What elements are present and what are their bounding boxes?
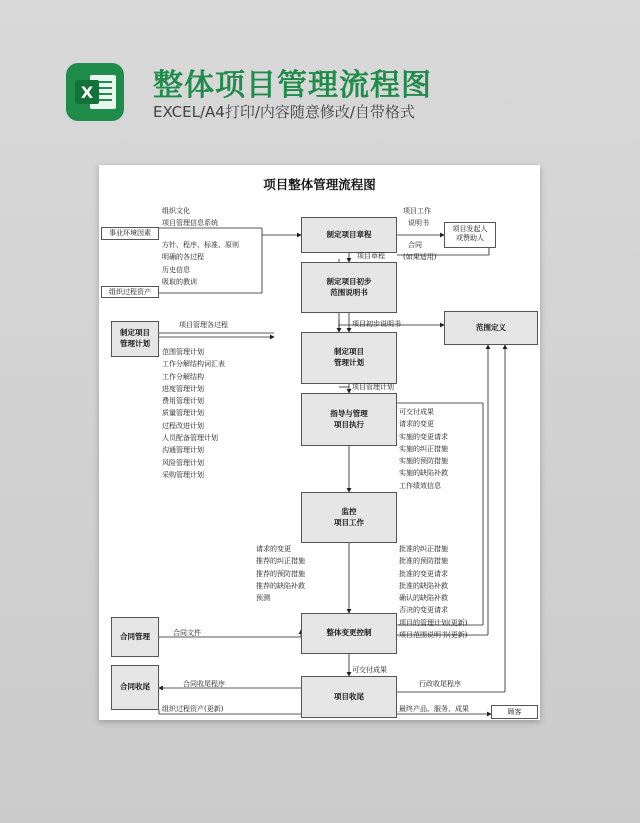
contract-label [403,239,436,264]
sponsor-box [444,222,496,248]
methods-line-4: 吸取的教训 [162,277,197,286]
change-output-item: 批准的变更请求 [399,569,448,578]
contract-close-box [111,665,159,710]
diagram-title: 项目整体管理流程图 [263,177,376,192]
left-plan-label-1: 制定项目 [120,328,150,338]
charter-box [301,217,397,253]
org-culture-label [162,205,218,230]
change-output-item: 批准的缺陷补救 [399,581,448,590]
prelim-scope-label-1: 制定项目初步 [326,276,372,286]
exec-output-item: 实施的变更请求 [399,432,448,441]
plan-item: 人员配备管理计划 [162,434,218,443]
sow-line-1: 项目工作 [403,207,431,215]
pm-plan-label-2: 管理计划 [334,358,364,367]
change-output-item: 确认的缺陷补救 [399,594,448,603]
exec-output-item: 工作绩效信息 [399,481,441,490]
methods-label [162,239,239,288]
change-control-label: 整体变更控制 [326,628,372,638]
sow-label [403,205,431,230]
sow-line-2: 说明书 [408,219,429,228]
exec-output-item: 请求的变更 [399,420,434,429]
close-box [301,676,397,718]
change-output-item: 否决的变更请求 [399,606,448,615]
contract-line-1: 合同 [408,241,422,249]
close-label: 项目收尾 [334,691,364,701]
page-subtitle: EXCEL/A4打印/内容随意修改/自带格式 [153,103,415,121]
change-output-item: 项目范围说明书(更新) [399,631,468,640]
exec-output-item: 实施的预防措施 [399,457,448,466]
exec-output-item: 实施的纠正措施 [399,444,448,453]
scope-def-box [444,311,538,345]
change-control-box [301,613,397,654]
monitor-output-item: 推荐的预防措施 [256,569,305,578]
env-factors-box [101,227,159,240]
plan-item: 费用管理计划 [162,397,204,406]
plan-item: 质量管理计划 [162,409,204,418]
left-plan-label-2: 管理计划 [120,339,150,348]
charter-label: 制定项目章程 [326,229,372,239]
plan-item: 工作分解结构 [162,372,204,381]
org-assets-label: 组织过程资产 [109,288,151,296]
excel-x-mark: X [75,80,99,104]
excel-logo-icon [66,63,124,121]
monitor-label-1: 监控 [341,506,357,516]
org-culture-line-1: 组织文化 [162,207,190,215]
customer-box [491,705,538,719]
deliverables-label: 可交付成果 [352,666,387,674]
plan-item: 采购管理计划 [162,470,204,479]
contract-mgmt-label: 合同管理 [120,631,150,641]
methods-line-3: 历史信息 [162,265,190,274]
contract-mgmt-box [111,617,159,657]
scope-def-label: 范围定义 [476,322,506,332]
admin-close-label: 行政收尾程序 [419,680,461,688]
contract-close-proc-label: 合同收尾程序 [183,680,225,688]
charter-out-label: 项目章程 [357,252,385,260]
change-outputs-list [399,543,467,641]
change-output-item: 项目的管理计划(更新) [399,618,468,627]
flowchart-paper [99,165,540,720]
prelim-out-label: 项目初步说明书 [352,320,401,328]
direct-label-1: 指导与管理 [330,408,368,418]
pm-plan-label-1: 制定项目 [334,347,364,357]
monitor-outputs-list [256,543,305,604]
page-title: 整体项目管理流程图 [153,68,432,103]
monitor-output-item: 推荐的纠正措施 [256,557,305,566]
exec-outputs-list [399,406,448,492]
process-label: 项目管理各过程 [179,321,228,329]
methods-line-2: 明确的各过程 [162,253,204,262]
prelim-scope-label-2: 范围说明书 [330,287,368,297]
exec-output-item: 实施的缺陷补救 [399,469,448,478]
plan-item: 进度管理计划 [162,384,204,393]
direct-box [301,393,397,446]
left-plan-box [111,321,159,357]
org-assets-box [101,286,159,298]
plan-item: 沟通管理计划 [162,446,204,455]
org-culture-line-2: 项目管理信息系统 [162,219,218,228]
monitor-output-item: 请求的变更 [256,545,291,553]
prelim-scope-box [301,262,397,313]
sponsor-label-1: 项目发起人 [452,225,488,233]
plans-list [162,346,225,481]
pm-plan-out-label: 项目管理计划 [352,383,394,391]
change-output-item: 批准的纠正措施 [399,545,448,553]
pm-plan-box [301,332,397,384]
org-assets-upd-label: 组织过程资产(更新) [162,705,224,713]
contract-line-2: (如果适用) [403,253,437,262]
final-label: 最终产品、服务、成果 [399,705,469,713]
exec-output-item: 可交付成果 [399,408,434,416]
contract-doc-label: 合同文件 [173,629,201,637]
methods-line-1: 方针、程序、标准、原则 [162,241,239,249]
monitor-output-item: 推荐的缺陷补救 [256,581,305,590]
monitor-label-2: 项目工作 [334,517,364,527]
plan-item: 工作分解结构词汇表 [162,360,225,369]
direct-label-2: 项目执行 [334,419,364,429]
monitor-output-item: 预测 [256,594,270,603]
plan-item: 过程改进计划 [162,421,204,430]
monitor-box [301,492,397,543]
customer-label: 顾客 [507,708,522,716]
env-factors-label: 事业环境因素 [109,229,151,237]
sponsor-label-2: 或赞助人 [456,234,484,243]
plan-item: 范围管理计划 [162,348,204,356]
change-output-item: 批准的预防措施 [399,557,448,566]
contract-close-label: 合同收尾 [120,682,150,692]
plan-item: 风险管理计划 [162,458,204,467]
